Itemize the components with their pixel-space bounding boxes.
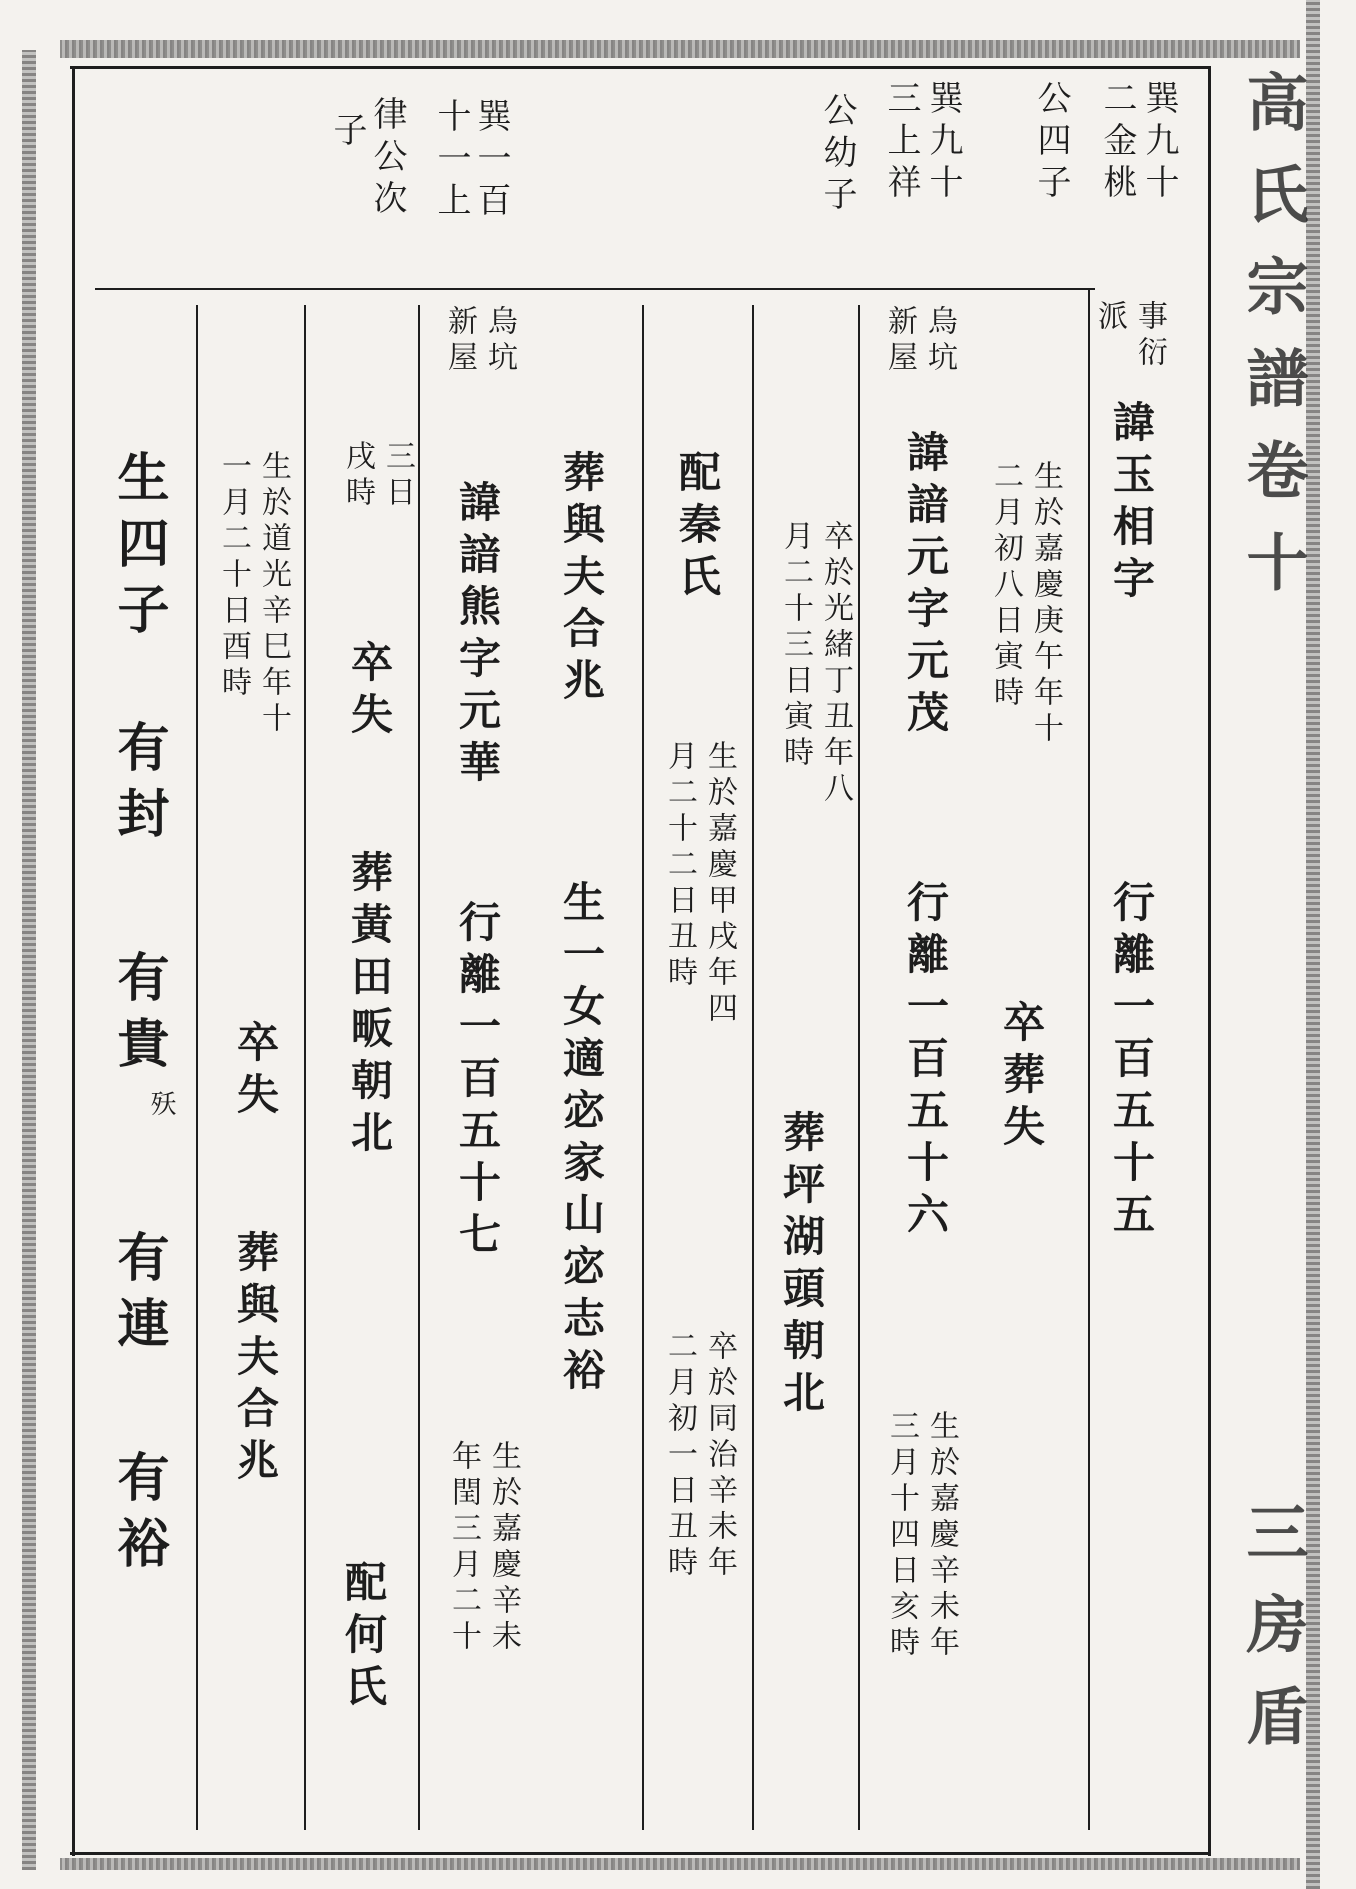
- e2-sp-burial: 葬與夫合兆: [557, 450, 606, 710]
- e2-sp-birth-b: 月二十二日丑時: [662, 740, 697, 992]
- upper-divider-rule: [95, 288, 1095, 290]
- e2-death-b: 月二十三日寅時: [778, 520, 813, 772]
- bottom-border-band: [60, 1858, 1300, 1870]
- e3-burial: 葬黃田畈朝北: [345, 850, 394, 1162]
- e2-death-a: 卒於光緒丁丑年八: [818, 520, 853, 808]
- e2-place-b: 新屋: [882, 305, 917, 377]
- upper-col1-a: 巽九十: [1139, 80, 1179, 206]
- e3-son-2: 有貴: [108, 950, 169, 1082]
- col-divider-2: [858, 305, 860, 1830]
- e3-place-a: 烏坑: [482, 305, 517, 377]
- upper-col2-c: 公幼子: [817, 92, 857, 218]
- e1-birth-b: 二月初八日寅時: [988, 460, 1023, 712]
- e3-birth-c: 三日: [380, 440, 415, 512]
- e2-sp-birth-a: 生於嘉慶甲戌年四: [702, 740, 737, 1028]
- upper-col3-d: 子: [327, 112, 367, 154]
- e3-birth-b: 年閏三月二十: [446, 1440, 481, 1656]
- frame-left-rule: [72, 66, 75, 1856]
- e2-name: 諱諳元字元茂: [901, 430, 950, 742]
- e2-birth-b: 三月十四日亥時: [884, 1410, 919, 1662]
- e3-death: 卒失: [345, 640, 394, 744]
- e3-son-3: 有連: [108, 1230, 169, 1362]
- top-border-band: [60, 40, 1300, 58]
- e2-spouse: 配秦氏: [673, 450, 722, 606]
- frame-bottom-rule: [70, 1852, 1210, 1855]
- e3-son-1: 有封: [108, 720, 169, 852]
- e3-rank: 行離一百五十七: [453, 900, 502, 1264]
- e3-sp-burial: 葬與夫合兆: [231, 1230, 280, 1490]
- col-divider-1: [1088, 290, 1090, 1830]
- upper-col2-b: 三上祥: [881, 80, 921, 206]
- col-divider-3: [752, 305, 754, 1830]
- e2-children: 生一女適宓家山宓志裕: [557, 880, 606, 1400]
- e1-branch: 事衍: [1132, 300, 1167, 372]
- upper-col1-b: 二金桃: [1097, 80, 1137, 206]
- col-divider-5: [418, 305, 420, 1830]
- e3-son-2-note: 殀: [146, 1090, 176, 1122]
- col-divider-6: [304, 305, 306, 1830]
- upper-col1-c: 公四子: [1031, 80, 1071, 206]
- e3-name: 諱諳熊字元華: [453, 480, 502, 792]
- e2-rank: 行離一百五十六: [901, 880, 950, 1244]
- e3-birth-a: 生於嘉慶辛未: [486, 1440, 521, 1656]
- page-marker: 三房盾: [1236, 1500, 1309, 1776]
- e3-son-4: 有裕: [108, 1450, 169, 1582]
- e3-place-b: 新屋: [442, 305, 477, 377]
- e3-sp-death: 卒失: [231, 1020, 280, 1124]
- upper-col2-a: 巽九十: [923, 80, 963, 206]
- col-divider-7: [196, 305, 198, 1830]
- e1-birth-a: 生於嘉慶庚午年十: [1028, 460, 1063, 748]
- e2-place-a: 烏坑: [922, 305, 957, 377]
- upper-col3-c: 律公次: [367, 96, 407, 222]
- e2-burial: 葬坪湖頭朝北: [777, 1110, 826, 1422]
- e1-pai: 派: [1092, 300, 1127, 336]
- e2-birth-a: 生於嘉慶辛未年: [924, 1410, 959, 1662]
- e3-birth-d: 戌時: [340, 440, 375, 512]
- frame-right-rule: [1208, 66, 1211, 1856]
- e2-sp-death-b: 二月初一日丑時: [662, 1330, 697, 1582]
- e3-sp-birth-a: 生於道光辛巳年十: [256, 450, 291, 738]
- e2-sp-death-a: 卒於同治辛未年: [702, 1330, 737, 1582]
- book-title: 高氏宗譜卷十: [1236, 70, 1309, 622]
- upper-col3-a: 巽一百: [471, 98, 511, 224]
- e1-name: 諱玉相字: [1107, 400, 1156, 608]
- e3-sp-birth-b: 一月二十日酉時: [216, 450, 251, 702]
- e1-death: 卒葬失: [997, 1000, 1046, 1156]
- col-divider-4: [642, 305, 644, 1830]
- e1-rank: 行離一百五十五: [1107, 880, 1156, 1244]
- e3-spouse: 配何氏: [339, 1560, 388, 1716]
- upper-col3-b: 十一上: [431, 98, 471, 224]
- left-border-band: [22, 50, 36, 1870]
- e3-children: 生四子: [108, 450, 169, 648]
- frame-top-rule: [70, 66, 1210, 69]
